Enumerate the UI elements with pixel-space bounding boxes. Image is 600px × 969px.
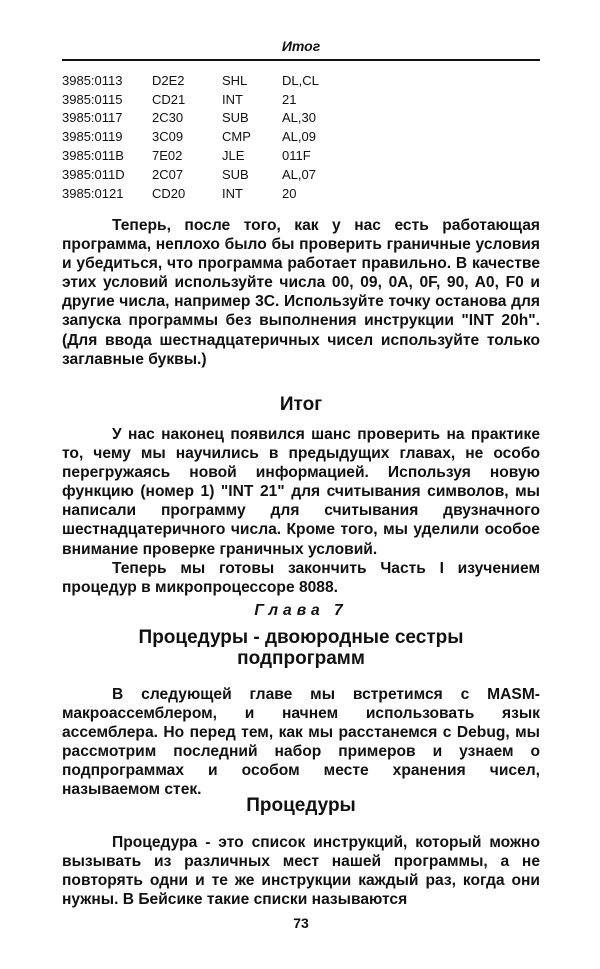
- listing-address: 3985:0117: [62, 110, 123, 126]
- summary-section: [62, 394, 540, 416]
- listing-row: [62, 184, 422, 203]
- chapter-heading-block: [62, 601, 540, 620]
- intro-block: [62, 685, 540, 800]
- listing-mnemonic: JLE: [222, 148, 245, 164]
- summary-paragraph-1: У нас наконец появился шанс проверить на практике то, чему мы научились в предыдущих главах, не особо перегружаясь новой информацией. Используя новую функцию (номер 1) "INT 21" для считывания символов, мы написали программу для считывания двузначного шестнадцатеричного числа. Кроме того, мы уделили особое внимание проверке граничных условий.: [62, 426, 540, 558]
- listing-address: 3985:0121: [62, 185, 124, 201]
- listing-operands: 20: [282, 185, 297, 201]
- chapter-title-line-1: Процедуры - двоюродные сестры: [138, 627, 464, 648]
- listing-mnemonic: CMP: [222, 129, 251, 145]
- listing-address: 3985:0113: [62, 72, 123, 88]
- listing-operands: AL,07: [282, 166, 316, 182]
- summary-heading: Итог: [279, 394, 323, 415]
- procedures-paragraph: Процедура - это список инструкций, который можно вызывать из различных мест нашей программы, а не повторять одни и те же инструкции каждый раз, когда они нужны. В Бейсике такие списки называются: [62, 834, 540, 909]
- listing-hex-code: 7E02: [152, 148, 183, 164]
- listing-operands: AL,09: [282, 129, 316, 145]
- chapter-intro-paragraph: В следующей главе мы встретимся с MASM-макроассемблером, и начнем использовать язык ассемблера. Но перед тем, как мы расстанемся с Debug, мы рассмотрим последний набор примеров и узнаем о подпрограммах и особом месте хранения чисел, называемом стек.: [62, 686, 540, 799]
- listing-address: 3985:0119: [62, 129, 123, 145]
- chapter-title-block: [62, 627, 540, 669]
- listing-operands: 21: [282, 91, 297, 107]
- listing-row: [62, 109, 422, 128]
- listing-operands: 011F: [282, 148, 311, 164]
- summary-text: [62, 425, 540, 597]
- boundary-conditions-paragraph: Теперь, после того, как у нас есть работающая программа, неплохо было бы проверить граничные условия и убедиться, что программа работает правильно. В качестве этих условий используйте числа 00, 09, 0A, 0F, 90, A0, F0 и другие числа, например 3C. Используйте точку останова для запуска программы без выполнения инструкции "INT 20h". (Для ввода шестнадцатеричных чисел используйте только заглавные буквы.): [62, 217, 540, 368]
- boundary-paragraph-block: [62, 216, 540, 369]
- listing-address: 3985:011D: [62, 166, 125, 182]
- summary-paragraph-2: Теперь мы готовы закончить Часть I изучением процедур в микропроцессоре 8088.: [62, 559, 540, 596]
- listing-row: [62, 146, 422, 165]
- running-title: Итог: [281, 38, 321, 54]
- listing-address: 3985:011B: [62, 148, 124, 164]
- listing-hex-code: CD20: [152, 185, 186, 201]
- listing-hex-code: CD21: [152, 91, 186, 107]
- listing-mnemonic: INT: [222, 91, 243, 107]
- listing-hex-code: 3C09: [152, 129, 184, 145]
- listing-row: [62, 165, 422, 184]
- listing-mnemonic: SHL: [222, 72, 248, 88]
- chapter-title-line-2: подпрограмм: [237, 648, 365, 669]
- listing-row: [62, 90, 422, 109]
- procedures-heading: Процедуры: [246, 795, 356, 816]
- listing-row: [62, 127, 422, 146]
- listing-hex-code: 2C07: [152, 166, 184, 182]
- listing-operands: AL,30: [282, 110, 316, 126]
- procedures-text: [62, 833, 540, 909]
- page-number: 73: [293, 915, 309, 931]
- chapter-label: Глава 7: [254, 602, 348, 619]
- header-rule: [62, 59, 540, 61]
- listing-mnemonic: INT: [222, 185, 243, 201]
- listing-row: [62, 71, 422, 90]
- listing-hex-code: 2C30: [152, 110, 184, 126]
- listing-hex-code: D2E2: [152, 72, 185, 88]
- listing-mnemonic: SUB: [222, 166, 249, 182]
- listing-address: 3985:0115: [62, 91, 123, 107]
- procedures-section: [62, 795, 540, 817]
- listing-operands: DL,CL: [282, 72, 319, 88]
- listing-mnemonic: SUB: [222, 110, 249, 126]
- debug-listing: [62, 71, 422, 203]
